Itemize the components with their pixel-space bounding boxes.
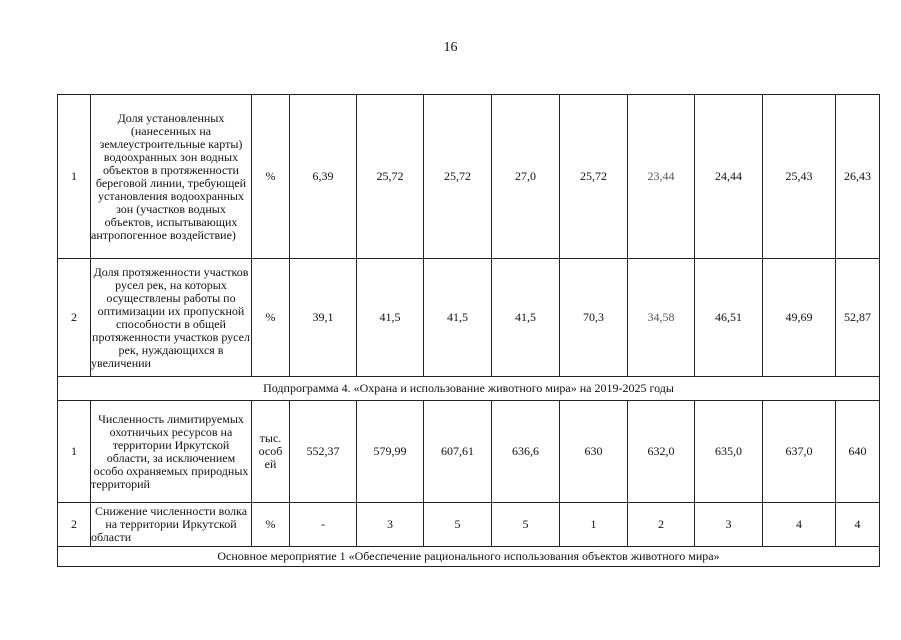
value-cell: 640 [836,401,880,503]
value-cell: 46,51 [695,259,763,377]
unit-cell: % [252,95,290,259]
value-cell: 39,1 [290,259,357,377]
unit-cell: % [252,259,290,377]
main-activity-heading: Основное мероприятие 1 «Обеспечение рационального использования объектов животного мира» [58,547,880,567]
value-cell: 23,44 [628,95,695,259]
value-cell: 3 [357,503,424,547]
value-cell: 34,58 [628,259,695,377]
indicator-description: Доля установленных (нанесенных на землеустроительные карты) водоохранных зон водных объектов в протяженности береговой линии, требующей установления водоохранных зон (участков водных объектов, испытывающих антропогенное воздействие) [91,95,252,259]
subprogram-heading: Подпрограмма 4. «Охрана и использование животного мира» на 2019-2025 годы [58,377,880,401]
value-cell: 630 [560,401,628,503]
value-cell: 2 [628,503,695,547]
table-row [58,377,880,401]
value-cell: 636,6 [492,401,560,503]
value-cell: 25,72 [560,95,628,259]
table-row [58,259,880,377]
value-cell: 25,43 [763,95,836,259]
value-cell: 25,72 [424,95,492,259]
value-cell: 1 [560,503,628,547]
value-cell: 24,44 [695,95,763,259]
row-number: 2 [58,503,91,547]
value-cell: 70,3 [560,259,628,377]
value-cell: 4 [763,503,836,547]
table-row [58,95,880,259]
value-cell: - [290,503,357,547]
value-cell: 41,5 [357,259,424,377]
unit-cell: тыс. особ ей [252,401,290,503]
value-cell: 4 [836,503,880,547]
table-row [58,401,880,503]
indicator-description: Снижение численности волка на территории Иркутской области [91,503,252,547]
value-cell: 26,43 [836,95,880,259]
indicator-description: Доля протяженности участков русел рек, на которых осуществлены работы по оптимизации их пропускной способности в общей протяженности участков русел рек, нуждающихся в увеличении [91,259,252,377]
value-cell: 6,39 [290,95,357,259]
value-cell: 3 [695,503,763,547]
value-cell: 635,0 [695,401,763,503]
table-row [58,547,880,567]
indicators-table [57,94,880,567]
value-cell: 49,69 [763,259,836,377]
value-cell: 52,87 [836,259,880,377]
value-cell: 579,99 [357,401,424,503]
value-cell: 5 [424,503,492,547]
row-number: 2 [58,259,91,377]
row-number: 1 [58,95,91,259]
table-row [58,503,880,547]
unit-cell: % [252,503,290,547]
value-cell: 607,61 [424,401,492,503]
indicator-description: Численность лимитируемых охотничьих ресурсов на территории Иркутской области, за исключением особо охраняемых природных территорий [91,401,252,503]
value-cell: 25,72 [357,95,424,259]
value-cell: 632,0 [628,401,695,503]
value-cell: 552,37 [290,401,357,503]
row-number: 1 [58,401,91,503]
value-cell: 637,0 [763,401,836,503]
value-cell: 5 [492,503,560,547]
page-number: 16 [443,40,458,55]
value-cell: 41,5 [492,259,560,377]
value-cell: 41,5 [424,259,492,377]
value-cell: 27,0 [492,95,560,259]
